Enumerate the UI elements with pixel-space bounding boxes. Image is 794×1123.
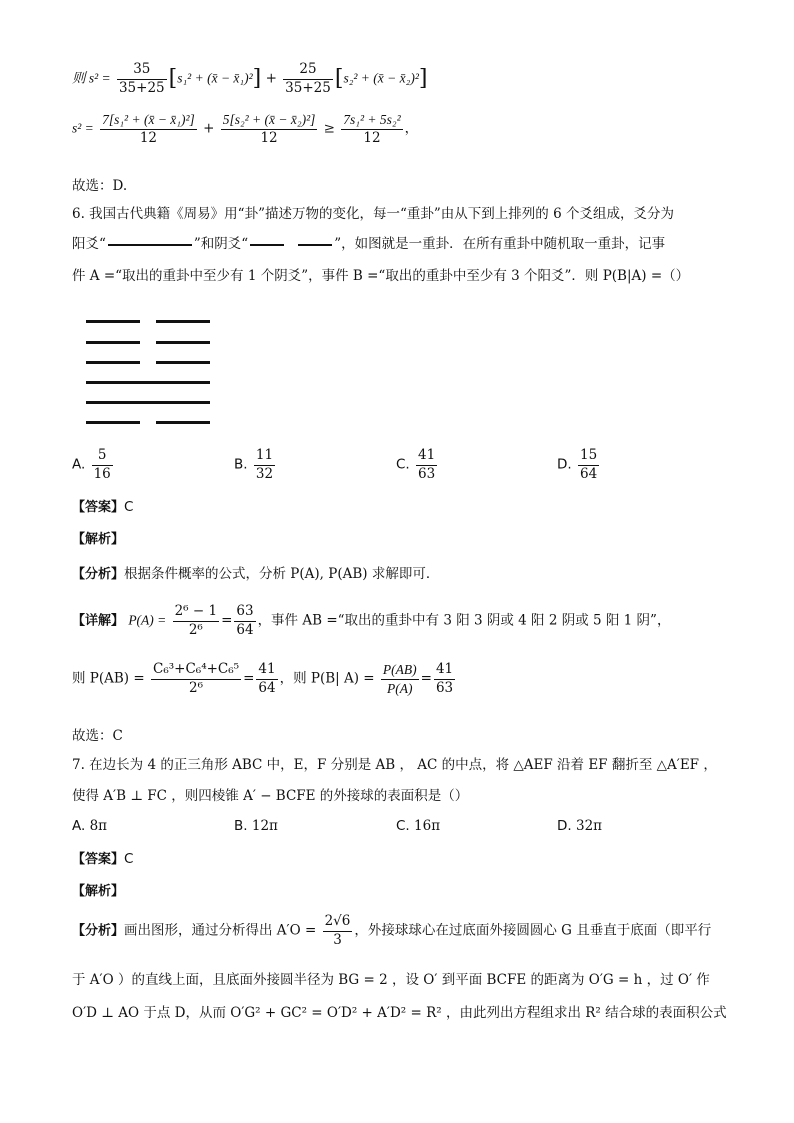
option-value: 12π	[251, 818, 278, 834]
answer-value: C	[124, 499, 134, 515]
q7-line-2: 使得 A′B ⊥ FC ，则四棱锥 A′ − BCFE 的外接球的表面积是（）	[72, 788, 469, 804]
q6-line2-c: ”，如图就是一重卦．在所有重卦中随机取一重卦，记事	[334, 236, 666, 252]
q6-option-b[interactable]	[234, 448, 277, 482]
punctuation: ，	[404, 120, 419, 137]
numerator: 7s₁² + 5s₂²	[341, 112, 402, 130]
q7-answer	[72, 848, 133, 867]
numerator: 25	[283, 62, 333, 80]
q6-pab: 则 P(AB) = $\frac{\text{C₆³+C₆⁴+C₆⁵}}{\text{2⁶}}$ = $\frac{41}{64}$ ，则 P(B| A) = $\frac{P(AB)}{P(A)}$ = $\frac{41}{63}$	[72, 661, 454, 696]
denominator: 16	[93, 465, 111, 482]
formula-line-1: 则 s² = $\frac{35}{35+25}$ [s₁² + (x̄ − x̄₁)²] + $\frac{25}{35+25}$ [s₂² + (x̄ − x̄₂)²]	[72, 61, 428, 96]
option-value: 32π	[575, 818, 603, 834]
yin-yao-2-right	[156, 341, 210, 344]
q5-answer: 故选：D.	[72, 178, 128, 194]
fraction	[234, 604, 255, 638]
fraction	[151, 662, 241, 696]
option-label: B.	[234, 818, 248, 834]
numerator: 7[s₁² + (x̄ − x̄₁)²]	[100, 112, 197, 130]
numerator: 63	[234, 604, 255, 622]
q7-fenxi-line-3: O′D ⊥ AO 于点 D，从而 O′G² + GC² = O′D² + A′D² = R² ，由此列出方程组求出 R² 结合球的表面积公式	[72, 1005, 727, 1021]
fenxi-tag: 【分析】	[72, 923, 125, 939]
fraction	[117, 62, 167, 96]
option-label: B.	[234, 456, 248, 473]
fenxi-text: 根据条件概率的公式，分析 P(A), P(AB) 求解即可．	[124, 566, 440, 582]
q6-line-3: 件 A =“取出的重卦中至少有 1 个阴爻”，事件 B =“取出的重卦中至少有 3 个阳爻”．则 P(B|A) =（）	[72, 268, 690, 284]
denominator: 12	[139, 129, 158, 146]
option-value: 16π	[414, 818, 441, 834]
q6-analysis-tag: 【解析】	[72, 532, 125, 547]
yang-yao-4	[86, 381, 210, 384]
answer-value: C	[124, 851, 134, 867]
denominator: 32	[255, 465, 274, 482]
q6-answer	[72, 496, 133, 515]
fraction	[323, 914, 353, 948]
yang-yao-sample	[108, 244, 192, 246]
denominator: 35+25	[285, 79, 331, 96]
q7-analysis-tag: 【解析】	[72, 884, 125, 899]
denominator: 3	[333, 931, 342, 948]
numerator: 5[s₂² + (x̄ − x̄₂)²]	[221, 112, 318, 130]
fraction	[254, 448, 275, 482]
pba-lhs: ，则 P(B| A) =	[279, 670, 375, 687]
numerator: 11	[254, 448, 275, 466]
yang-yao-5	[86, 401, 210, 404]
denominator: 12	[260, 129, 278, 146]
option-label: D.	[557, 456, 572, 473]
option-label: C.	[396, 818, 410, 834]
fraction	[173, 604, 219, 638]
formula2-lhs: s² =	[72, 120, 94, 136]
ge-sign: ≥	[323, 120, 335, 137]
q6-option-c[interactable]	[396, 448, 439, 482]
q7-line-1: 7. 在边长为 4 的正三角形 ABC 中，E，F 分别是 AB ， AC 的中点，将 △AEF 沿着 EF 翻折至 △A′EF ，	[72, 757, 717, 773]
detail-text: ，事件 AB =“取出的重卦中有 3 阳 3 阴或 4 阳 2 阴或 5 阳 1 阴”，	[257, 612, 671, 629]
numerator: 35	[117, 62, 167, 80]
denominator: 63	[435, 679, 454, 696]
yin-yao-3-left	[86, 361, 140, 364]
denominator: 12	[363, 129, 381, 146]
numerator: C₆³+C₆⁴+C₆⁵	[151, 662, 241, 680]
fraction	[283, 62, 333, 96]
denominator: 64	[579, 465, 598, 482]
fraction	[221, 112, 318, 146]
q7-option-b[interactable]	[234, 818, 278, 834]
q7-fenxi-line-2: 于 A′O ）的直线上面，且底面外接圆半径为 BG = 2 ，设 O′ 到平面 BCFE 的距离为 O′G = h ，过 O′ 作	[72, 972, 710, 988]
fraction	[256, 662, 277, 696]
q6-line-1: 6. 我国古代典籍《周易》用“卦”描述万物的变化，每一“重卦”由从下到上排列的 6 个爻组成，爻分为	[72, 206, 674, 222]
fraction	[381, 662, 419, 696]
denominator: 2⁶	[189, 679, 204, 696]
yin-yao-2-left	[86, 341, 140, 344]
plus-sign: +	[203, 120, 215, 137]
fraction	[416, 448, 437, 482]
q6-option-a[interactable]	[72, 448, 115, 482]
denominator: 63	[418, 465, 436, 482]
denominator: 64	[258, 679, 276, 696]
bracket-expression: s₁² + (x̄ − x̄₁)²	[177, 70, 253, 86]
q6-line-2	[72, 234, 665, 255]
pab-lhs: 则 P(AB) =	[72, 670, 145, 687]
numerator: 41	[256, 662, 277, 680]
formula-line-2	[72, 112, 418, 146]
detail-tag: 【详解】	[72, 613, 125, 629]
yin-yao-top-right	[156, 320, 210, 323]
answer-tag: 【答案】	[72, 852, 125, 867]
fraction	[578, 448, 599, 482]
answer-tag: 【答案】	[72, 500, 125, 515]
fenxi-tag: 【分析】	[72, 567, 125, 582]
q6-line2-b: ”和阴爻“	[193, 236, 249, 252]
fraction	[92, 448, 113, 482]
yin-yao-3-right	[156, 361, 210, 364]
bracket-expression: s₂² + (x̄ − x̄₂)²	[343, 70, 419, 86]
q7-fenxi-line-1	[72, 914, 711, 948]
formula1-prefix: 则 s² =	[72, 70, 111, 86]
yin-yao-bottom-left	[86, 421, 140, 424]
yin-yao-top-left	[86, 320, 140, 323]
numerator: 41	[416, 448, 437, 466]
yin-yao-sample	[250, 234, 332, 254]
numerator: P(AB)	[381, 662, 419, 680]
numerator: 41	[434, 662, 455, 680]
numerator: 2⁶ − 1	[173, 604, 219, 622]
denominator: 2⁶	[188, 621, 203, 638]
q6-detail: 【详解】 P(A) = $\frac{\text{2⁶ − 1}}{\text{2⁶}}$ = $\frac{63}{64}$ ，事件 AB =“取出的重卦中有 3 阳 3 阴或 4 阳 2 阴或 5 阳 1 阴”，	[72, 603, 671, 638]
option-label: A.	[72, 456, 86, 473]
fraction	[341, 112, 402, 146]
q7-option-d[interactable]	[557, 818, 602, 834]
option-value: 8π	[89, 818, 108, 834]
q6-option-d[interactable]	[557, 448, 601, 482]
option-label: C.	[396, 456, 410, 473]
denominator: 35+25	[118, 79, 165, 96]
numerator: 15	[578, 448, 599, 466]
q7-option-a[interactable]	[72, 818, 107, 834]
q6-final: 故选：C	[72, 728, 123, 744]
option-label: D.	[557, 818, 572, 834]
fraction	[434, 662, 455, 696]
q6-fenxi	[72, 562, 439, 582]
fenxi-text-a: 画出图形，通过分析得出 A′O =	[124, 922, 317, 939]
fraction	[100, 112, 197, 146]
option-label: A.	[72, 818, 86, 834]
yin-yao-bottom-right	[156, 421, 210, 424]
denominator: P(A)	[387, 680, 413, 696]
pa-lhs: P(A) =	[128, 612, 167, 628]
q6-line2-a: 阳爻“	[72, 236, 106, 252]
fenxi-text-b: ，外接球球心在过底面外接圆圆心 G 且垂直于底面（即平行	[354, 922, 712, 939]
denominator: 64	[236, 621, 254, 638]
numerator: 5	[92, 448, 113, 466]
numerator: 2√6	[323, 914, 353, 932]
q7-option-c[interactable]	[396, 818, 440, 834]
